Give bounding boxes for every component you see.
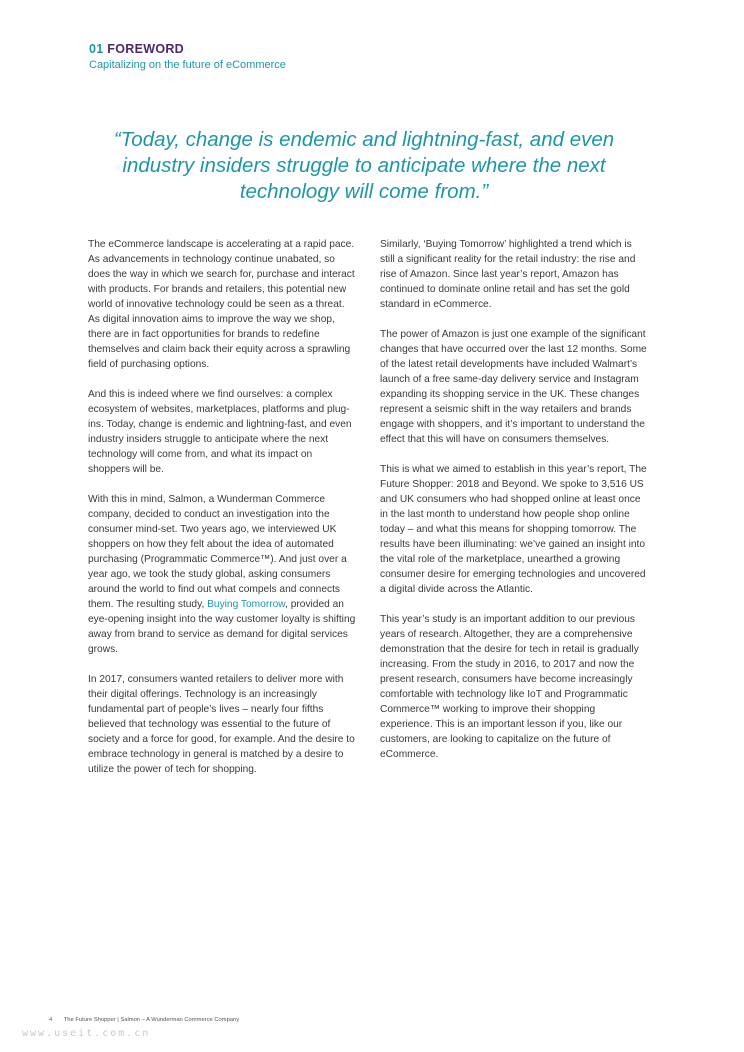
section-subtitle: Capitalizing on the future of eCommerce [89, 59, 286, 71]
paragraph: The power of Amazon is just one example of the significant changes that have occurred over the last 12 months. Some of the latest retail developments have included Walmart’s launch of a free same-day delivery service and Instagram expanding its shopping service in the UK. These changes represent a seismic shift in the way retailers and brands engage with shoppers, and it’s important to understand the effect that this will have on consumers themselves. [380, 329, 647, 445]
right-column [380, 237, 648, 777]
watermark: www.useit.com.cn [22, 1028, 151, 1039]
buying-tomorrow-link[interactable]: Buying Tomorrow [207, 599, 286, 610]
paragraph: This year’s study is an important addition to our previous years of research. Altogether, they are a comprehensive demonstration that the desire for tech in retail is gradually increasing. From the study in 2016, to 2017 and now the present research, consumers have become increasingly comfortable with technology like IoT and Programmatic Commerce™ working to improve their shopping experience. This is an important lesson if you, like our customers, are looking to capitalize on the future of eCommerce. [380, 614, 639, 760]
paragraph: Similarly, ‘Buying Tomorrow’ highlighted a trend which is still a significant reality for the retail industry: the rise and rise of Amazon. Since last year’s report, Amazon has continued to dominate online retail and has set the gold standard in eCommerce. [380, 239, 636, 310]
paragraph-text: With this in mind, Salmon, a Wunderman Commerce company, decided to conduct an investigation into the consumer mind-set. Two years ago, we interviewed UK shoppers on how they felt about the idea of automated purchasing (Programmatic Commerce™). And just over a year ago, we took the study global, asking consumers around the world to find out what compels and connects them. The resulting study, [88, 494, 347, 610]
page-number: 4 [49, 1017, 53, 1023]
section-number: 01 [89, 42, 104, 56]
section-name: FOREWORD [107, 42, 184, 56]
footer-text: The Future Shopper | Salmon – A Wunderman Commerce Company [63, 1017, 240, 1023]
paragraph-text: , provided an eye-opening insight into the way customer loyalty is shifting away from brand to service as demand for digital services grows. [88, 599, 356, 655]
paragraph: The eCommerce landscape is accelerating at a rapid pace. As advancements in technology continue unabated, so does the way in which we search for, purchase and interact with products. For brands and retailers, this potential new world of innovative technology could be seen as a threat. As digital innovation aims to improve the way we shop, there are in fact opportunities for brands to redefine themselves and claim back their equity across a sprawling field of purchasing options. [88, 239, 355, 370]
page-footer [49, 1016, 239, 1024]
paragraph: This is what we aimed to establish in this year’s report, The Future Shopper: 2018 and Beyond. We spoke to 3,516 US and UK consumers who had shopped online at least once in the last month to understand how people shop online today – and what this means for shopping tomorrow. The results have been illuminating: we’ve gained an insight into the vital role of the marketplace, unearthed a growing consumer desire for emerging technologies and uncovered a digital divide across the Atlantic. [380, 464, 647, 595]
section-title [89, 42, 286, 57]
pull-quote: “Today, change is endemic and lightning-fast, and even industry insiders struggle to anticipate where the next technology will come from.” [113, 128, 615, 203]
page-header [89, 42, 286, 72]
left-column [88, 237, 356, 792]
paragraph [88, 492, 356, 657]
paragraph: And this is indeed where we find ourselves: a complex ecosystem of websites, marketplaces, platforms and plug-ins. Today, change is endemic and lightning-fast, and even industry insiders struggle to anticipate where the next technology will come from, and what its impact on shoppers will be. [88, 389, 352, 475]
paragraph: In 2017, consumers wanted retailers to deliver more with their digital offerings. Technology is an increasingly fundamental part of people’s lives – nearly four fifths believed that technology was essential to the future of society and a force for good, for example. And the desire to embrace technology in general is matched by a desire to utilize the power of tech for shopping. [88, 674, 355, 775]
